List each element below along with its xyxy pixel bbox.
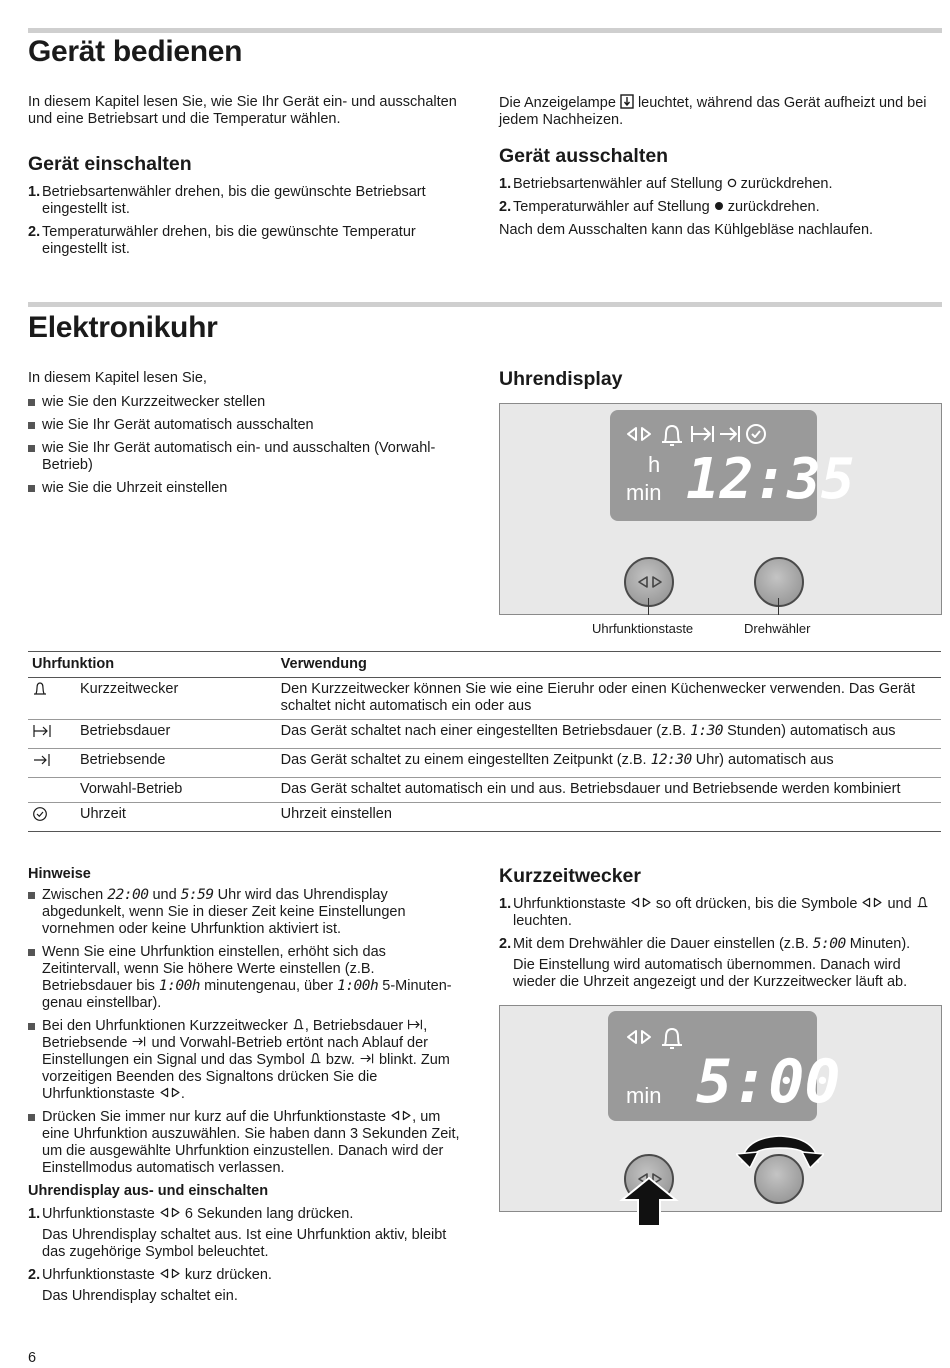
dot-position-icon	[714, 201, 724, 211]
off-steps	[499, 176, 942, 239]
page-number: 6	[28, 1350, 37, 1366]
intro-text: In diesem Kapitel lesen Sie,	[28, 370, 207, 386]
timer-screen	[608, 1011, 841, 1121]
clock-display-figure	[499, 403, 942, 615]
clock-function-icon	[630, 896, 652, 909]
clock-function-icon	[390, 1109, 412, 1122]
table-header: Verwendung	[277, 652, 941, 678]
clock-function-icon	[159, 1086, 181, 1099]
clock-function-icon	[637, 574, 663, 590]
press-arrow-icon	[618, 1176, 680, 1228]
off-position-icon	[727, 178, 737, 188]
list-item: 2. Temperaturwähler auf Stellung zurückdrehen.	[499, 199, 820, 215]
list-item: 1. Betriebsartenwähler drehen, bis die gewünschte Betriebsart eingestellt ist.	[28, 184, 426, 217]
notes-block	[28, 866, 468, 1311]
list-item: 1. Betriebsartenwähler auf Stellung zurückdrehen.	[499, 176, 833, 192]
subsection-title: Gerät ausschalten	[499, 145, 669, 167]
rotate-arrow-icon	[736, 1124, 824, 1168]
clock-function-icon	[159, 1206, 181, 1219]
left-column	[28, 94, 473, 128]
subsection-title: Kurzzeitwecker	[499, 865, 641, 887]
end-time-icon	[359, 1052, 375, 1065]
section-rule	[28, 302, 942, 307]
section-rule	[28, 28, 942, 33]
list-item: 1. Uhrfunktionstaste so oft drücken, bis die Symbole und leuchten.	[499, 896, 942, 930]
end-time-icon	[131, 1035, 147, 1048]
knob-label: Drehwähler	[744, 621, 811, 636]
timer-steps	[499, 896, 942, 997]
section-title: Gerät bedienen	[28, 35, 243, 68]
bell-icon	[32, 681, 48, 697]
table-row: Betriebsende Das Gerät schaltet zu einem eingestellten Zeitpunkt (z.B. 12:30 Uhr) automatisch aus	[28, 749, 941, 778]
list-item: wie Sie Ihr Gerät automatisch ein- und ausschalten (Vorwahl-Betrieb)	[28, 440, 468, 474]
clock-function-icon	[861, 896, 883, 909]
table-row: Uhrzeit Uhrzeit einstellen	[28, 803, 941, 832]
clock-function-icon	[159, 1267, 181, 1280]
toggle-title: Uhrendisplay aus- und einschalten	[28, 1183, 269, 1199]
bell-icon	[309, 1052, 322, 1065]
table-row: Betriebsdauer Das Gerät schaltet nach einer eingestellten Betriebsdauer (z.B. 1:30 Stunden) automatisch aus	[28, 720, 941, 749]
list-item: Wenn Sie eine Uhrfunktion einstellen, erhöht sich das Zeitintervall, wenn Sie höhere Werte einstellen (z.B. Betriebsdauer bis 1:00h minutengenau, über 1:00h 5-Minuten-genau einstellbar).	[28, 944, 468, 1012]
unit-min: min	[626, 480, 662, 505]
list-item: Zwischen 22:00 und 5:59 Uhr wird das Uhrendisplay abgedunkelt, wenn Sie in dieser Zeit keine Einstellungen vornehmen oder keine Uhrfunktion aktiviert ist.	[28, 887, 468, 938]
off-note: Nach dem Ausschalten kann das Kühlgebläse nachlaufen.	[499, 222, 874, 238]
button-label: Uhrfunktionstaste	[592, 621, 694, 636]
clock-function-button[interactable]	[624, 557, 674, 607]
leader-line	[778, 598, 779, 615]
list-item: 2. Uhrfunktionstaste kurz drücken. Das Uhrendisplay schaltet ein.	[28, 1267, 272, 1304]
on-steps	[28, 184, 468, 264]
list-item: Drücken Sie immer nur kurz auf die Uhrfunktionstaste , um eine Uhrfunktion auszuwählen. Sie haben dann 3 Sekunden Zeit, um die ausgewählte Uhrfunktion einzustellen. Danach wird der Einstellmodus automatisch verlassen.	[28, 1109, 468, 1177]
section-title: Elektronikuhr	[28, 311, 218, 344]
duration-icon	[32, 723, 52, 739]
clock-function-table	[28, 651, 941, 832]
leader-line	[648, 598, 649, 615]
time-readout: 12:35	[686, 447, 855, 512]
list-item: wie Sie die Uhrzeit einstellen	[28, 480, 468, 497]
table-row: Kurzzeitwecker Den Kurzzeitwecker können Sie wie eine Eieruhr oder einen Küchenwecker verwenden. Das Gerät schaltet nicht automatisch ein oder aus	[28, 678, 941, 720]
lamp-paragraph: Die Anzeigelampe leuchtet, während das Gerät aufheizt und bei jedem Nachheizen.	[499, 95, 927, 128]
heating-lamp-icon	[620, 94, 634, 109]
clock-screen	[610, 410, 855, 521]
end-time-icon	[32, 752, 52, 768]
intro-text: In diesem Kapitel lesen Sie, wie Sie Ihr Gerät ein- und ausschalten und eine Betriebsart und die Temperatur wählen.	[28, 94, 457, 127]
list-item: wie Sie den Kurzzeitwecker stellen	[28, 394, 468, 411]
list-item: wie Sie Ihr Gerät automatisch ausschalten	[28, 417, 468, 434]
function-symbols	[626, 1025, 690, 1051]
table-header: Uhrfunktion	[28, 652, 277, 678]
function-symbols	[626, 422, 776, 448]
notes-title: Hinweise	[28, 866, 91, 882]
subsection-title: Gerät einschalten	[28, 153, 192, 175]
clock-icon	[32, 806, 48, 822]
rotary-selector[interactable]	[754, 557, 804, 607]
list-item: Bei den Uhrfunktionen Kurzzeitwecker , Betriebsdauer , Betriebsende und Vorwahl-Betrieb ertönt nach Ablauf der Einstellungen ein Signal und das Symbol bzw. blinkt. Zum vorzeitigen Beenden des Signaltons drücken Sie die Uhrfunktionstaste .	[28, 1018, 468, 1103]
bell-icon	[292, 1018, 305, 1031]
table-row: Vorwahl-Betrieb Das Gerät schaltet automatisch ein und aus. Betriebsdauer und Betriebsende werden kombiniert	[28, 778, 941, 803]
list-item: 1. Uhrfunktionstaste 6 Sekunden lang drücken. Das Uhrendisplay schaltet aus. Ist eine Uhrfunktion aktiv, bleibt das zugehörige Symbol beleuchtet.	[28, 1206, 447, 1260]
bell-icon	[916, 896, 929, 909]
duration-icon	[407, 1018, 423, 1031]
list-item: 2. Mit dem Drehwähler die Dauer einstellen (z.B. 5:00 Minuten). Die Einstellung wird automatisch übernommen. Danach wird wieder die Uhrzeit angezeigt und der Kurzzeitwecker läuft ab.	[499, 936, 911, 990]
unit-min: min	[626, 1083, 662, 1108]
chapter-overview	[28, 370, 468, 503]
timer-readout: 5:00	[696, 1047, 841, 1117]
subsection-title: Uhrendisplay	[499, 368, 623, 390]
unit-h: h	[648, 452, 661, 477]
list-item: 2. Temperaturwähler drehen, bis die gewünschte Temperatur eingestellt ist.	[28, 224, 416, 257]
timer-display-figure	[499, 1005, 942, 1212]
